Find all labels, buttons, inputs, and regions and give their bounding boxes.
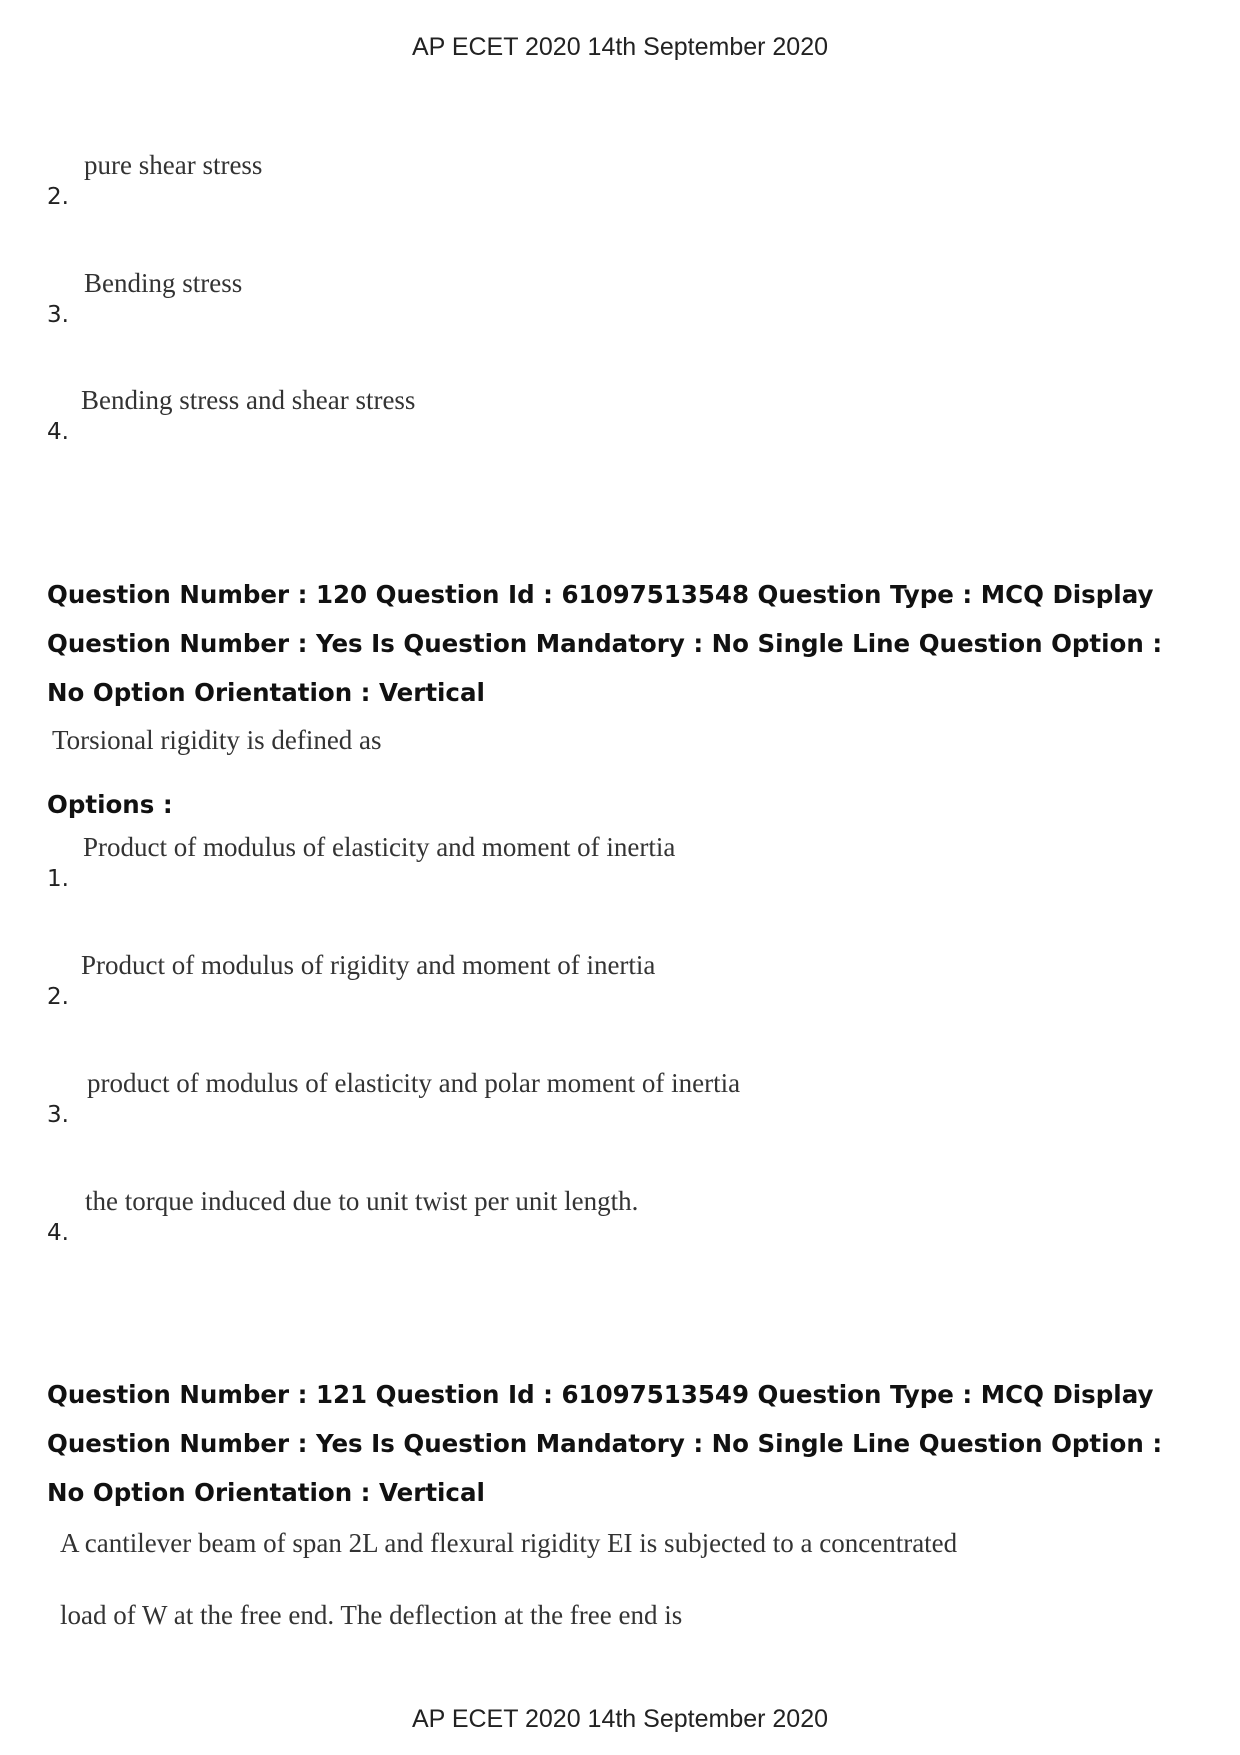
prev-option-3[interactable] — [47, 268, 947, 328]
q120-option-3[interactable] — [47, 1068, 947, 1128]
option-number: 3. — [47, 1102, 69, 1128]
option-number: 2. — [47, 184, 69, 210]
page-header: AP ECET 2020 14th September 2020 — [411, 33, 829, 61]
option-number: 4. — [47, 1220, 69, 1246]
prev-option-2[interactable] — [47, 150, 947, 210]
option-text: Product of modulus of elasticity and moment of inertia — [83, 832, 676, 862]
option-text: Bending stress — [84, 268, 243, 298]
question-120-text: Torsional rigidity is defined as — [52, 725, 382, 755]
option-number: 1. — [47, 866, 69, 892]
option-number: 3. — [47, 302, 69, 328]
question-121-meta: Question Number : 121 Question Id : 61097513549 Question Type : MCQ Display Question Number : Yes Is Question Mandatory : No Single Line Question Option : No Option Orientation : Vertical — [47, 1380, 1163, 1507]
q120-option-2[interactable] — [47, 950, 947, 1010]
q120-option-4[interactable] — [47, 1186, 947, 1246]
option-text: Bending stress and shear stress — [81, 385, 416, 415]
question-120-meta: Question Number : 120 Question Id : 61097513548 Question Type : MCQ Display Question Number : Yes Is Question Mandatory : No Single Line Question Option : No Option Orientation : Vertical — [47, 580, 1163, 707]
option-text: product of modulus of elasticity and polar moment of inertia — [87, 1068, 741, 1098]
q120-option-1[interactable] — [47, 832, 947, 892]
question-121-text-line2: load of W at the free end. The deflection at the free end is — [60, 1600, 683, 1630]
options-label: Options : — [47, 790, 173, 819]
question-121-text-line1: A cantilever beam of span 2L and flexural rigidity EI is subjected to a concentrated — [60, 1528, 958, 1558]
prev-option-4[interactable] — [47, 385, 947, 445]
option-text: Product of modulus of rigidity and moment of inertia — [81, 950, 656, 980]
option-number: 2. — [47, 984, 69, 1010]
option-number: 4. — [47, 419, 69, 445]
page-footer: AP ECET 2020 14th September 2020 — [411, 1705, 829, 1733]
option-text: pure shear stress — [84, 150, 263, 180]
option-text: the torque induced due to unit twist per unit length. — [85, 1186, 639, 1216]
